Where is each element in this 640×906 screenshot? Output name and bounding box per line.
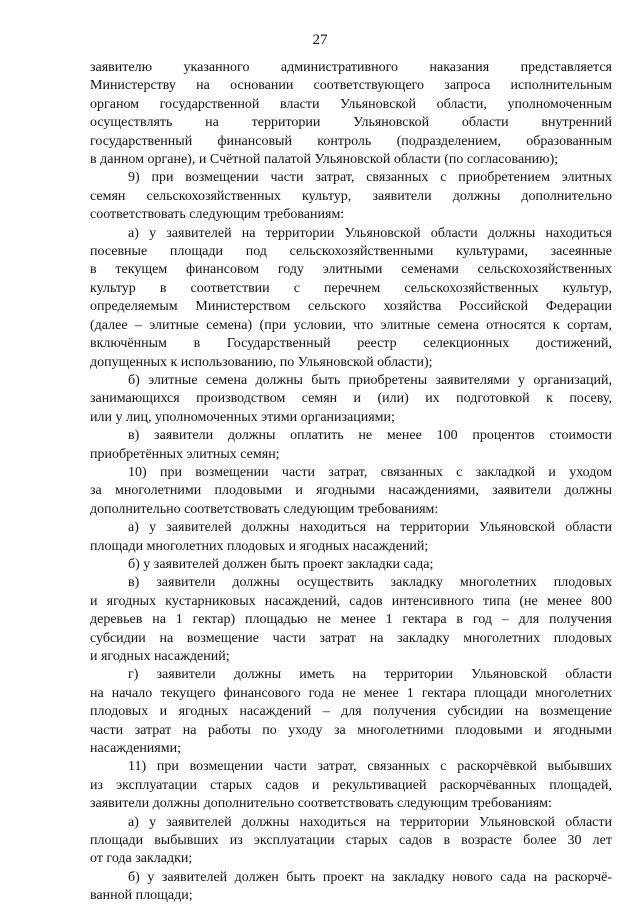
text-line: допущенных к использованию, по Ульяновской области); — [90, 354, 433, 370]
text-line: приобретённых элитных семян; — [90, 446, 280, 462]
text-line: на начало текущего финансового года не менее 1 гектара площади многолетних — [90, 685, 612, 701]
text-line: а) у заявителей должны находиться на территории Ульяновской области — [128, 814, 612, 830]
paragraph-subitem-v — [90, 427, 612, 464]
text-line: осуществлять на территории Ульяновской области внутренний — [90, 115, 612, 131]
paragraph-subitem-b — [90, 869, 612, 906]
text-line: и ягодных насаждений; — [90, 649, 230, 664]
text-line: органом государственной власти Ульяновской области, уполномоченным — [90, 96, 612, 112]
text-line: культур в соответствии с перечнем сельскохозяйственных культур, — [90, 280, 612, 296]
paragraph-subitem-b — [90, 372, 612, 427]
paragraph-subitem-a — [90, 814, 612, 869]
paragraph-subitem-a — [90, 519, 612, 556]
text-line: семян сельскохозяйственных культур, заявители должны дополнительно — [90, 188, 612, 204]
text-line: определяемым Министерством сельского хозяйства Российской Федерации — [90, 299, 612, 315]
text-line: деревьев на 1 гектар) площадью не менее 1 гектара в год – для получения — [90, 612, 612, 628]
page-number: 27 — [312, 32, 328, 48]
text-line: в данном органе), и Счётной палатой Ульяновской области (по согласованию); — [90, 152, 559, 168]
text-line: занимающихся производством семян и (или) их подготовкой к посеву, — [90, 391, 612, 407]
text-line: части затрат на работы по уходу за многолетними плодовыми и ягодными — [90, 722, 612, 738]
paragraph-subitem-a — [90, 225, 612, 372]
text-line: включённым в Государственный реестр селекционных достижений, — [90, 336, 612, 352]
paragraph-item-9 — [90, 169, 612, 224]
text-line: из эксплуатации старых садов и рекультивацией раскорчёванных площадей, — [90, 777, 612, 793]
paragraph-item-11 — [90, 758, 612, 813]
text-line: в текущем финансовом году элитными семенами сельскохозяйственных — [90, 262, 612, 278]
text-line: б) элитные семена должны быть приобретены заявителями у организаций, — [128, 372, 612, 388]
text-line: г) заявители должны иметь на территории Ульяновской области — [128, 667, 612, 683]
text-line: 9) при возмещении части затрат, связанных с приобретением элитных — [128, 170, 612, 186]
text-line: дополнительно соответствовать следующим требованиям: — [90, 501, 439, 517]
paragraph-subitem-b — [90, 556, 612, 574]
paragraph-item-10 — [90, 464, 612, 519]
text-line: (далее – элитные семена) (при условии, что элитные семена относятся к сортам, — [90, 317, 612, 333]
text-line: ванной площади; — [90, 888, 193, 904]
document-body — [90, 59, 612, 906]
text-line: б) у заявителей должен быть проект закладки сада; — [128, 556, 434, 572]
text-line: или у лиц, уполномоченных этими организациями; — [90, 409, 395, 425]
text-line: площади выбывших из эксплуатации старых садов в возрасте более 30 лет — [90, 833, 612, 849]
text-line: и ягодных кустарниковых насаждений, садов интенсивного типа (не менее 800 — [90, 593, 612, 609]
text-line: а) у заявителей должны находиться на территории Ульяновской области — [128, 520, 612, 536]
text-line: за многолетними плодовыми и ягодными насаждениями, заявители должны — [90, 483, 612, 499]
paragraph — [90, 59, 612, 169]
text-line: в) заявители должны осуществить закладку многолетних плодовых — [128, 575, 612, 591]
text-line: субсидии на возмещение части затрат на закладку многолетних плодовых — [90, 630, 612, 646]
text-line: заявители должны дополнительно соответствовать следующим требованиям: — [90, 796, 552, 812]
text-line: а) у заявителей на территории Ульяновской области должны находиться — [128, 225, 612, 241]
text-line: заявителю указанного административного наказания представляется — [90, 60, 612, 75]
text-line: площади многолетних плодовых и ягодных насаждений; — [90, 538, 429, 554]
text-line: соответствовать следующим требованиям: — [90, 207, 345, 223]
text-line: посевные площади под сельскохозяйственными культурами, засеянные — [90, 244, 612, 260]
text-line: 11) при возмещении части затрат, связанных с раскорчёвкой выбывших — [128, 759, 612, 775]
text-line: 10) при возмещении части затрат, связанных с закладкой и уходом — [128, 464, 612, 480]
text-line: Министерству на основании соответствующего запроса исполнительным — [90, 78, 612, 94]
text-line: государственный финансовый контроль (подразделением, образованным — [90, 133, 612, 149]
text-line: от года закладки; — [90, 851, 193, 867]
paragraph-subitem-g — [90, 666, 612, 758]
text-line: в) заявители должны оплатить не менее 100 процентов стоимости — [128, 428, 612, 444]
text-line: б) у заявителей должен быть проект на закладку нового сада на раскорчё- — [128, 869, 612, 885]
text-line: плодовых и ягодных насаждений – для получения субсидии на возмещение — [90, 704, 612, 720]
paragraph-subitem-v — [90, 574, 612, 666]
text-line: насаждениями; — [90, 741, 181, 757]
